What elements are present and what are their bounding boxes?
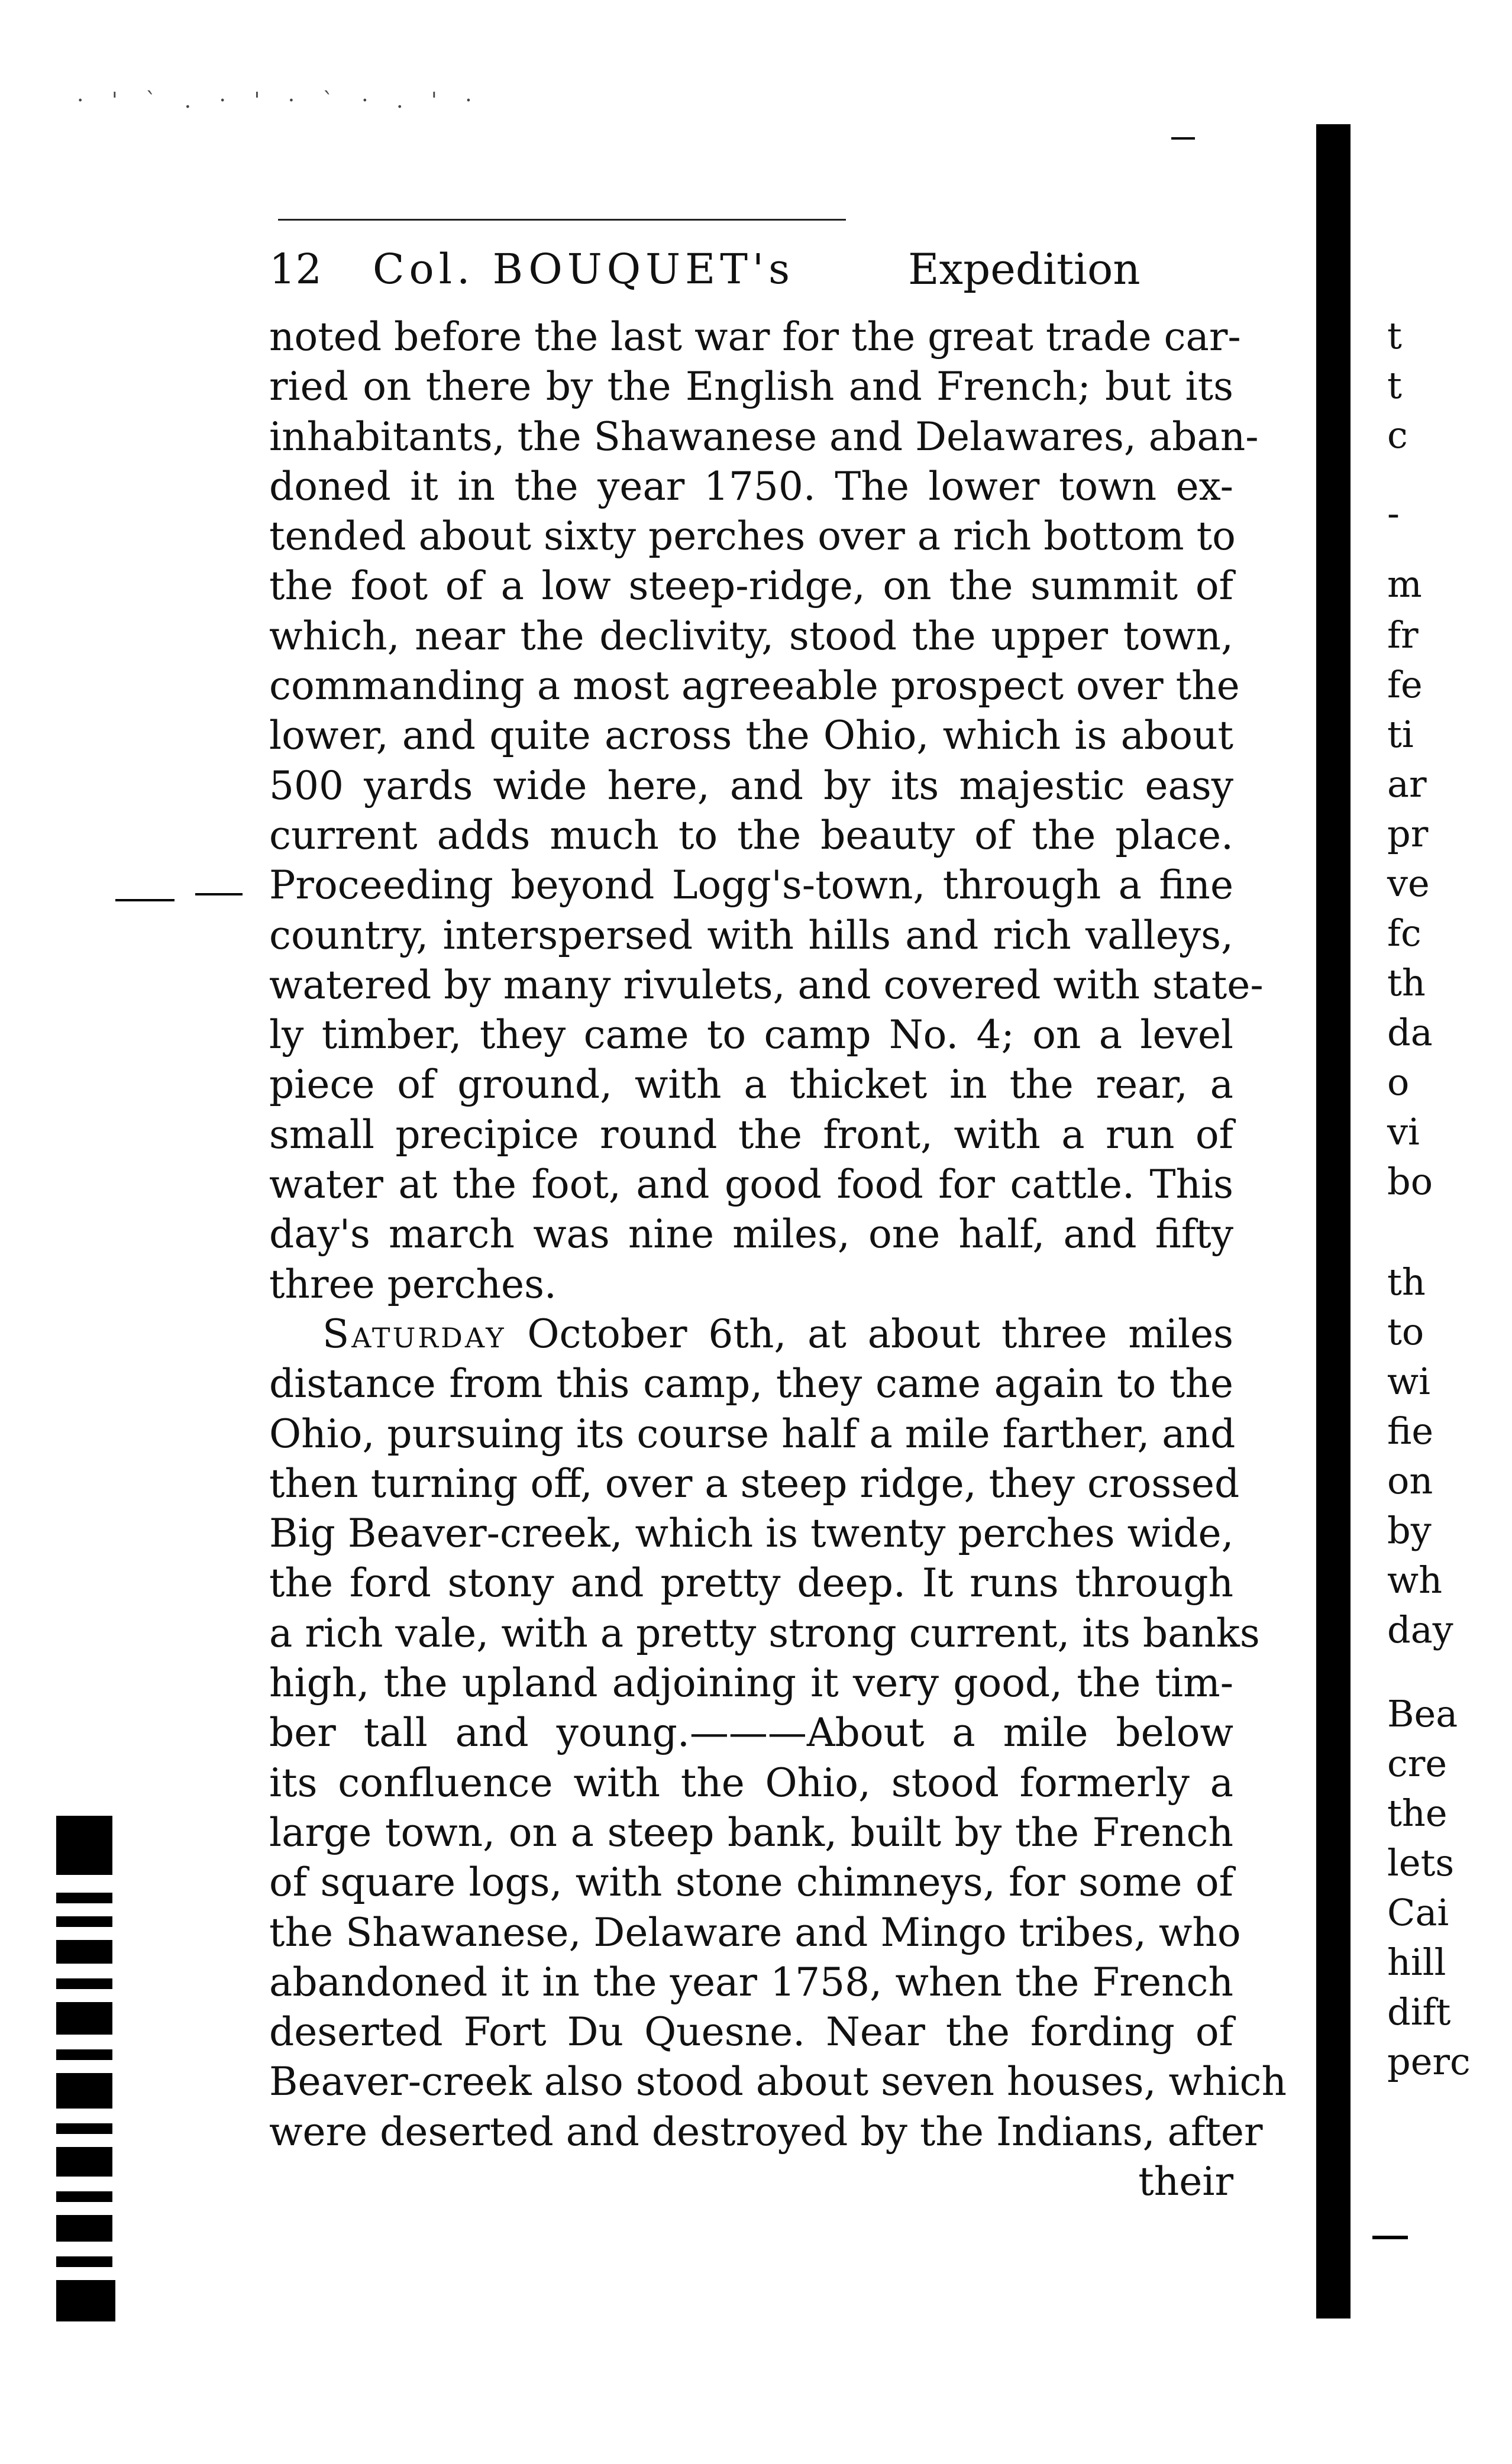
text-line: high, the upland adjoining it very good, the tim- bbox=[269, 1660, 1233, 1706]
text-line: lower, and quite across the Ohio, which is about bbox=[269, 713, 1233, 759]
text-line: abandoned it in the year 1758, when the French bbox=[269, 1959, 1233, 2005]
scan-noise: · ' ` . · ' · ` · . ' · bbox=[77, 89, 483, 113]
fragment: dift bbox=[1387, 1990, 1451, 2033]
fragment: th bbox=[1387, 1260, 1426, 1304]
body-text bbox=[269, 312, 1287, 2207]
fragment: - bbox=[1387, 491, 1400, 535]
text-line: small precipice round the front, with a run of bbox=[269, 1111, 1233, 1157]
fragment: pr bbox=[1387, 812, 1429, 855]
text-line: ly timber, they came to camp No. 4; on a level bbox=[269, 1012, 1233, 1058]
fragment: fie bbox=[1387, 1409, 1434, 1453]
page-gutter-bar bbox=[1316, 124, 1351, 2319]
fragment: on bbox=[1387, 1459, 1433, 1502]
fragment: da bbox=[1387, 1011, 1433, 1054]
fragment: vi bbox=[1387, 1110, 1420, 1153]
text-line: deserted Fort Du Quesne. Near the fording of bbox=[269, 2009, 1233, 2055]
fragment: cre bbox=[1387, 1742, 1448, 1785]
fragment: fr bbox=[1387, 613, 1419, 657]
text-line: commanding a most agreeable prospect over the bbox=[269, 663, 1240, 709]
fragment: by bbox=[1387, 1509, 1432, 1552]
text-line: 500 yards wide here, and by its majestic easy bbox=[269, 762, 1233, 809]
fragment: Cai bbox=[1387, 1891, 1449, 1934]
fragment: ti bbox=[1387, 713, 1414, 756]
fragment: fc bbox=[1387, 911, 1421, 955]
text-line: water at the foot, and good food for cattle. This bbox=[269, 1162, 1233, 1208]
text-line: then turning off, over a steep ridge, they crossed bbox=[269, 1460, 1240, 1506]
text-line: inhabitants, the Shawanese and Delawares, aban- bbox=[269, 413, 1259, 460]
fragment: fe bbox=[1387, 663, 1423, 706]
running-title-expedition: Expedition bbox=[908, 244, 1141, 294]
fragment: o bbox=[1387, 1060, 1410, 1104]
saturday-line-text: October 6th, at about three miles bbox=[527, 1311, 1233, 1357]
text-line: a rich vale, with a pretty strong current, its banks bbox=[269, 1610, 1260, 1656]
text-line: Big Beaver-creek, which is twenty perches wide, bbox=[269, 1511, 1234, 1557]
text-line: day's march was nine miles, one half, and fifty bbox=[269, 1211, 1233, 1257]
text-line: watered by many rivulets, and covered with state- bbox=[269, 962, 1264, 1008]
page-number: 12 bbox=[269, 245, 322, 293]
text-line: country, interspersed with hills and rich valleys, bbox=[269, 912, 1233, 958]
text-line: the foot of a low steep-ridge, on the summit of bbox=[269, 563, 1233, 609]
text-line: current adds much to the beauty of the place. bbox=[269, 812, 1233, 858]
catchword: their bbox=[1138, 2158, 1233, 2204]
text-line: were deserted and destroyed by the Indians, after bbox=[269, 2109, 1263, 2155]
text-line: its confluence with the Ohio, stood formerly a bbox=[269, 1760, 1233, 1806]
fragment: ve bbox=[1387, 862, 1430, 905]
text-line: three perches. bbox=[269, 1261, 557, 1307]
text-line: tended about sixty perches over a rich bottom to bbox=[269, 513, 1236, 560]
fragment: lets bbox=[1387, 1841, 1455, 1884]
fragment: m bbox=[1387, 562, 1422, 606]
header-rule bbox=[278, 219, 846, 221]
saturday-label: Saturday bbox=[322, 1311, 506, 1357]
fragment: c bbox=[1387, 413, 1408, 457]
fragment: wh bbox=[1387, 1558, 1442, 1602]
text-line-saturday bbox=[269, 1309, 1233, 1359]
fragment: wi bbox=[1387, 1360, 1430, 1403]
fragment: bo bbox=[1387, 1160, 1433, 1203]
text-line: the Shawanese, Delaware and Mingo tribes, who bbox=[269, 1909, 1241, 1955]
fragment: t bbox=[1387, 314, 1402, 357]
running-title: Col. BOUQUET's bbox=[373, 245, 795, 293]
fragment: day bbox=[1387, 1608, 1453, 1651]
fragment: th bbox=[1387, 961, 1426, 1004]
text-line: noted before the last war for the great trade car- bbox=[269, 314, 1241, 360]
text-line: distance from this camp, they came again to the bbox=[269, 1361, 1233, 1407]
fragment: Bea bbox=[1387, 1692, 1458, 1735]
text-line: doned it in the year 1750. The lower town ex- bbox=[269, 463, 1233, 509]
text-line: Ohio, pursuing its course half a mile farther, and bbox=[269, 1411, 1236, 1457]
text-line: of square logs, with stone chimneys, for some of bbox=[269, 1860, 1233, 1906]
fragment: perc bbox=[1387, 2040, 1471, 2083]
text-line: Beaver-creek also stood about seven houses, which bbox=[269, 2059, 1287, 2105]
text-line: which, near the declivity, stood the upper town, bbox=[269, 613, 1233, 659]
fragment: to bbox=[1387, 1310, 1424, 1353]
text-line: ried on there by the English and French; but its bbox=[269, 364, 1233, 410]
fragment: hill bbox=[1387, 1941, 1446, 1984]
text-line: the ford stony and pretty deep. It runs through bbox=[269, 1560, 1233, 1606]
text-line: large town, on a steep bank, built by the French bbox=[269, 1809, 1233, 1855]
text-line: piece of ground, with a thicket in the rear, a bbox=[269, 1062, 1233, 1108]
text-line: ber tall and young.———About a mile below bbox=[269, 1710, 1233, 1756]
text-line: Proceeding beyond Logg's-town, through a fine bbox=[269, 862, 1233, 908]
page-header bbox=[269, 240, 1227, 299]
fragment: the bbox=[1387, 1792, 1448, 1835]
fragment: t bbox=[1387, 364, 1402, 407]
fragment: ar bbox=[1387, 762, 1427, 806]
